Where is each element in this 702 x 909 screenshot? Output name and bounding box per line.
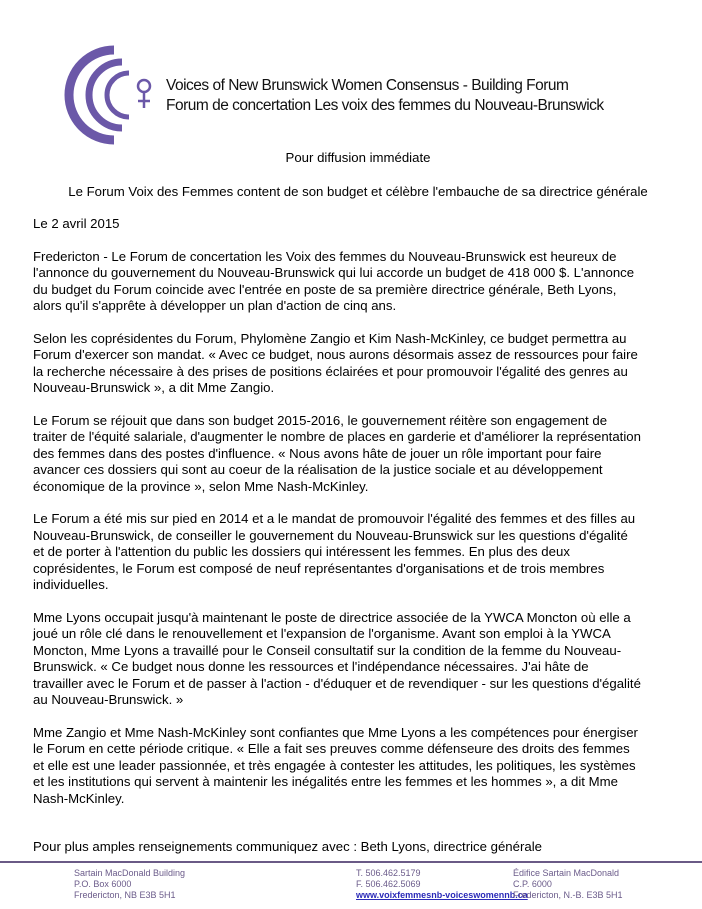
footer-address-english: Sartain MacDonald Building P.O. Box 6000 Fredericton, NB E3B 5H1 xyxy=(74,868,186,900)
paragraph-2: Selon les coprésidentes du Forum, Phylomène Zangio et Kim Nash-McKinley, ce budget permettra au Forum d'exercer son mandat. « Avec ce budget, nous aurons désormais assez de ressources pour faire la recherche nécessaire à des prises de positions éclairées et pour promouvoir l'égalité des genres au Nouveau-Brunswick », a dit Mme Zangio. xyxy=(33,330,638,395)
paragraph-6: Mme Zangio et Mme Nash-McKinley sont confiantes que Mme Lyons a les compétences pour énergiser le Forum en cette période critique. « Elle a fait ses preuves comme défenseure des droits des femmes et elle est une leader passionnée, et très engagée à contester les attitudes, les politiques, les systèmes et les institutions qui servent à maintenir les inégalités entre les femmes et les hommes », a dit Mme Nash-McKinley. xyxy=(33,724,638,806)
release-date: Le 2 avril 2015 xyxy=(33,216,120,231)
phone-number: T. 506.462.5179 xyxy=(356,868,421,878)
headline: Le Forum Voix des Femmes content de son budget et célèbre l'embauche de sa directrice générale xyxy=(68,183,648,199)
footer-address-french: Édifice Sartain MacDonald C.P. 6000 Fredericton, N.-B. E3B 5H1 xyxy=(513,868,623,900)
fax-number: F. 506.462.5069 xyxy=(356,879,421,889)
contact-line: Pour plus amples renseignements communiquez avec : Beth Lyons, directrice générale xyxy=(33,839,542,854)
paragraph-1: Fredericton - Le Forum de concertation les Voix des femmes du Nouveau-Brunswick est heureux de l'annonce du gouvernement du Nouveau-Brunswick qui lui accorde un budget de 418 000 $. L'annonce du budget du Forum coincide avec l'entrée en poste de sa première directrice générale, Beth Lyons, alors qu'il s'apprête à développer un plan d'action de cinq ans. xyxy=(33,248,635,313)
paragraph-3: Le Forum se réjouit que dans son budget 2015-2016, le gouvernement réitère son engagement de traiter de l'équité salariale, d'augmenter le nombre de places en garderie et d'améliorer la représentation des femmes dans des postes d'influence. « Nous avons hâte de jouer un rôle important pour faire avancer ces dossiers qui sont au coeur de la réalisation de la justice sociale et au développement économique de la province », selon Mme Nash-McKinley. xyxy=(33,412,641,494)
release-label: Pour diffusion immédiate xyxy=(285,150,431,165)
footer-divider xyxy=(0,861,702,863)
paragraph-5: Mme Lyons occupait jusqu'à maintenant le poste de directrice associée de la YWCA Moncton où elle a joué un rôle clé dans le renouvellement et l'expansion de l'organisme. Avant son emploi à la YWCA Moncton, Mme Lyons a travaillé pour le Conseil consultatif sur la condition de la femme du Nouveau- Brunswick. « Ce budget nous donne les ressources et l'indépendance nécessaires. J'ai hâte de travailler avec le Forum et de passer à l'action - d'éduquer et de revendiquer - sur les questions d'égalité au Nouveau-Brunswick. » xyxy=(33,609,641,707)
website-link[interactable]: www.voixfemmesnb-voiceswomennb.ca xyxy=(356,890,528,900)
press-release-body xyxy=(33,150,683,856)
female-symbol-arcs-icon xyxy=(62,40,172,150)
org-name-english: Voices of New Brunswick Women Consensus - Building Forum xyxy=(166,77,569,94)
footer-contact xyxy=(356,868,528,901)
paragraph-4: Le Forum a été mis sur pied en 2014 et a le mandat de promouvoir l'égalité des femmes et des filles au Nouveau-Brunswick, de conseiller le gouvernement du Nouveau-Brunswick sur les questions d'égalité et de porter à l'attention du public les dossiers qui intéressent les femmes. En plus des deux coprésidentes, le Forum est composé de neuf représentantes d'organisations et de trois membres individuelles. xyxy=(33,511,636,592)
organization-name xyxy=(166,76,604,116)
org-name-french: Forum de concertation Les voix des femmes du Nouveau-Brunswick xyxy=(166,97,604,114)
